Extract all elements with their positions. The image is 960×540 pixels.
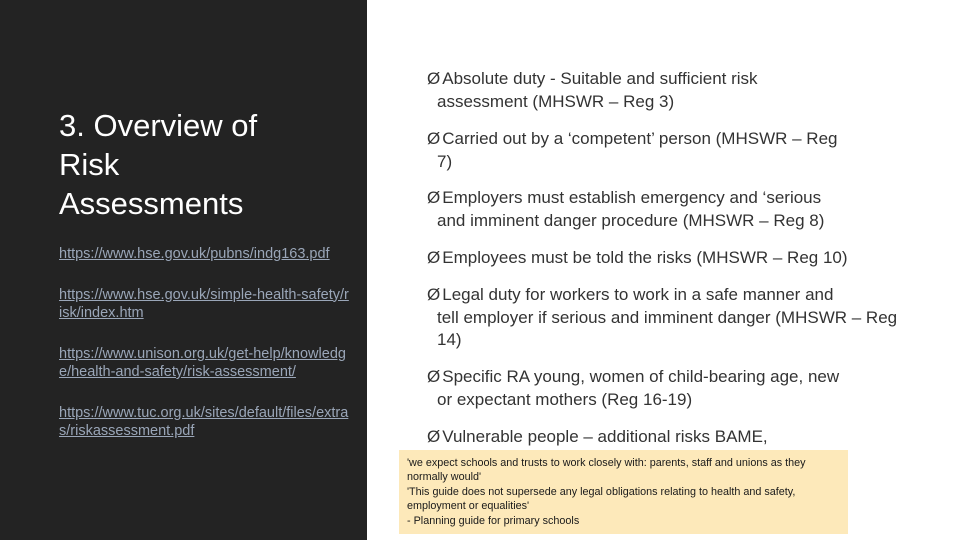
link-hse-indg163[interactable]: https://www.hse.gov.uk/pubns/indg163.pdf xyxy=(59,246,330,262)
bullet-item xyxy=(427,128,907,173)
bullet-text: Employers must establish emergency and ‘serious xyxy=(442,188,822,207)
link-hse-simple-health-safety[interactable]: https://www.hse.gov.uk/simple-health-safety/risk/index.htm xyxy=(59,286,349,321)
bullet-item xyxy=(427,366,907,411)
bullet-item xyxy=(427,247,907,270)
arrow-bullet-icon: Ø xyxy=(427,427,441,446)
bullet-text-continued: assessment (MHSWR – Reg 3) xyxy=(437,91,675,111)
title-line-3: Assessments xyxy=(59,186,244,221)
link-unison-risk-assessment[interactable]: https://www.unison.org.uk/get-help/knowledge/health-and-safety/risk-assessment/ xyxy=(59,345,346,380)
arrow-bullet-icon: Ø xyxy=(427,285,441,304)
bullet-text-continued: and imminent danger procedure (MHSWR – Reg 8) xyxy=(437,210,825,230)
bullet-text-continued: tell employer if serious and imminent danger (MHSWR – Reg 14) xyxy=(437,307,898,349)
bullet-item xyxy=(427,68,907,113)
arrow-bullet-icon: Ø xyxy=(427,367,441,386)
note-quote-1: 'we expect schools and trusts to work closely with: parents, staff and unions as they normally would' xyxy=(407,457,806,484)
slide-title xyxy=(59,106,349,223)
bullet-item xyxy=(427,284,907,352)
bullet-item xyxy=(427,187,907,232)
title-line-2: Risk xyxy=(59,147,120,182)
title-line-1: 3. Overview of xyxy=(59,108,258,143)
link-tuc-risk-assessment[interactable]: https://www.tuc.org.uk/sites/default/files/extras/riskassessment.pdf xyxy=(59,404,349,439)
bullet-text-continued: 7) xyxy=(437,151,453,171)
bullet-text: Employees must be told the risks (MHSWR – Reg 10) xyxy=(442,248,848,267)
note-quote-2: 'This guide does not supersede any legal obligations relating to health and safety, employment or equalities' xyxy=(407,485,796,513)
arrow-bullet-icon: Ø xyxy=(427,188,441,207)
arrow-bullet-icon: Ø xyxy=(427,69,441,88)
bullet-text: Absolute duty - Suitable and sufficient risk xyxy=(442,69,758,88)
left-panel xyxy=(0,0,367,540)
arrow-bullet-icon: Ø xyxy=(427,129,441,148)
bullet-item xyxy=(427,426,907,449)
quote-note-box xyxy=(399,450,848,534)
bullet-text: Carried out by a ‘competent’ person (MHSWR – Reg xyxy=(442,129,838,148)
bullet-text: Vulnerable people – additional risks BAME, xyxy=(442,427,768,446)
bullet-text: Legal duty for workers to work in a safe manner and xyxy=(442,285,834,304)
arrow-bullet-icon: Ø xyxy=(427,248,441,267)
note-source: - Planning guide for primary schools xyxy=(407,514,580,527)
bullet-text-continued: or expectant mothers (Reg 16-19) xyxy=(437,389,693,409)
reference-links xyxy=(59,245,349,463)
bullet-text: Specific RA young, women of child-bearing age, new xyxy=(442,367,840,386)
